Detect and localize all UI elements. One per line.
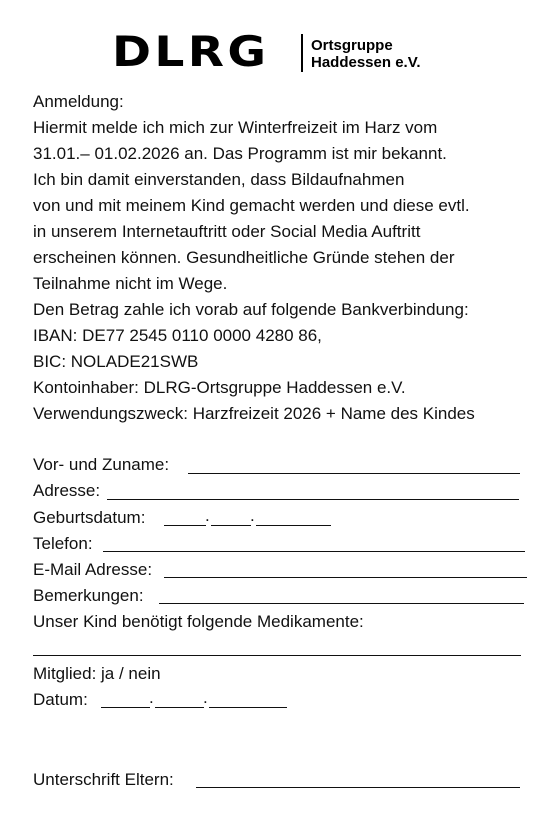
- dlrg-logo: [112, 27, 442, 76]
- text-line: Den Betrag zahle ich vorab auf folgende Bankverbindung:: [33, 300, 469, 319]
- registration-text: [33, 89, 533, 427]
- text-line: Verwendungszweck: Harzfreizeit 2026 + Name des Kindes: [33, 404, 475, 423]
- birthdate-day-field[interactable]: [164, 525, 206, 526]
- phone-label: Telefon:: [33, 534, 93, 553]
- medication-field[interactable]: [33, 655, 521, 656]
- email-label: E-Mail Adresse:: [33, 560, 153, 579]
- text-line: Ich bin damit einverstanden, dass Bildaufnahmen: [33, 170, 405, 189]
- logo-wordmark: DLRG: [112, 27, 270, 76]
- text-line: Anmeldung:: [33, 92, 124, 111]
- name-field[interactable]: [188, 473, 520, 474]
- text-line: Kontoinhaber: DLRG-Ortsgruppe Haddessen e.V.: [33, 378, 406, 397]
- date-day-field[interactable]: [101, 707, 150, 708]
- birthdate-label: Geburtsdatum:: [33, 508, 146, 527]
- remarks-label: Bemerkungen:: [33, 586, 144, 605]
- member-label: Mitglied: ja / nein: [33, 664, 161, 683]
- date-separator: .: [250, 506, 255, 525]
- medication-label: Unser Kind benötigt folgende Medikamente:: [33, 612, 364, 631]
- text-line: BIC: NOLADE21SWB: [33, 352, 199, 371]
- date-month-field[interactable]: [155, 707, 204, 708]
- logo-divider: [301, 34, 303, 72]
- address-field[interactable]: [107, 499, 519, 500]
- text-line: Teilnahme nicht im Wege.: [33, 274, 228, 293]
- logo-subtitle: [311, 37, 421, 71]
- logo-line-1: Ortsgruppe: [311, 37, 393, 54]
- birthdate-month-field[interactable]: [211, 525, 251, 526]
- address-label: Adresse:: [33, 481, 101, 500]
- text-line: in unserem Internetauftritt oder Social Media Auftritt: [33, 222, 421, 241]
- logo-line-2: Haddessen e.V.: [311, 54, 421, 71]
- text-line: Hiermit melde ich mich zur Winterfreizeit im Harz vom: [33, 118, 438, 137]
- date-label: Datum:: [33, 690, 88, 709]
- text-line: erscheinen können. Gesundheitliche Gründe stehen der: [33, 248, 455, 267]
- name-label: Vor- und Zuname:: [33, 455, 170, 474]
- phone-field[interactable]: [103, 551, 525, 552]
- birthdate-year-field[interactable]: [256, 525, 331, 526]
- text-line: von und mit meinem Kind gemacht werden und diese evtl.: [33, 196, 470, 215]
- text-line: IBAN: DE77 2545 0110 0000 4280 86,: [33, 326, 322, 345]
- date-separator: .: [205, 506, 210, 525]
- signature-label: Unterschrift Eltern:: [33, 770, 174, 789]
- date-year-field[interactable]: [209, 707, 287, 708]
- email-field[interactable]: [164, 577, 527, 578]
- signature-field[interactable]: [196, 787, 520, 788]
- remarks-field[interactable]: [159, 603, 524, 604]
- date-separator: .: [203, 688, 208, 707]
- text-line: 31.01.– 01.02.2026 an. Das Programm ist mir bekannt.: [33, 144, 447, 163]
- date-separator: .: [149, 688, 154, 707]
